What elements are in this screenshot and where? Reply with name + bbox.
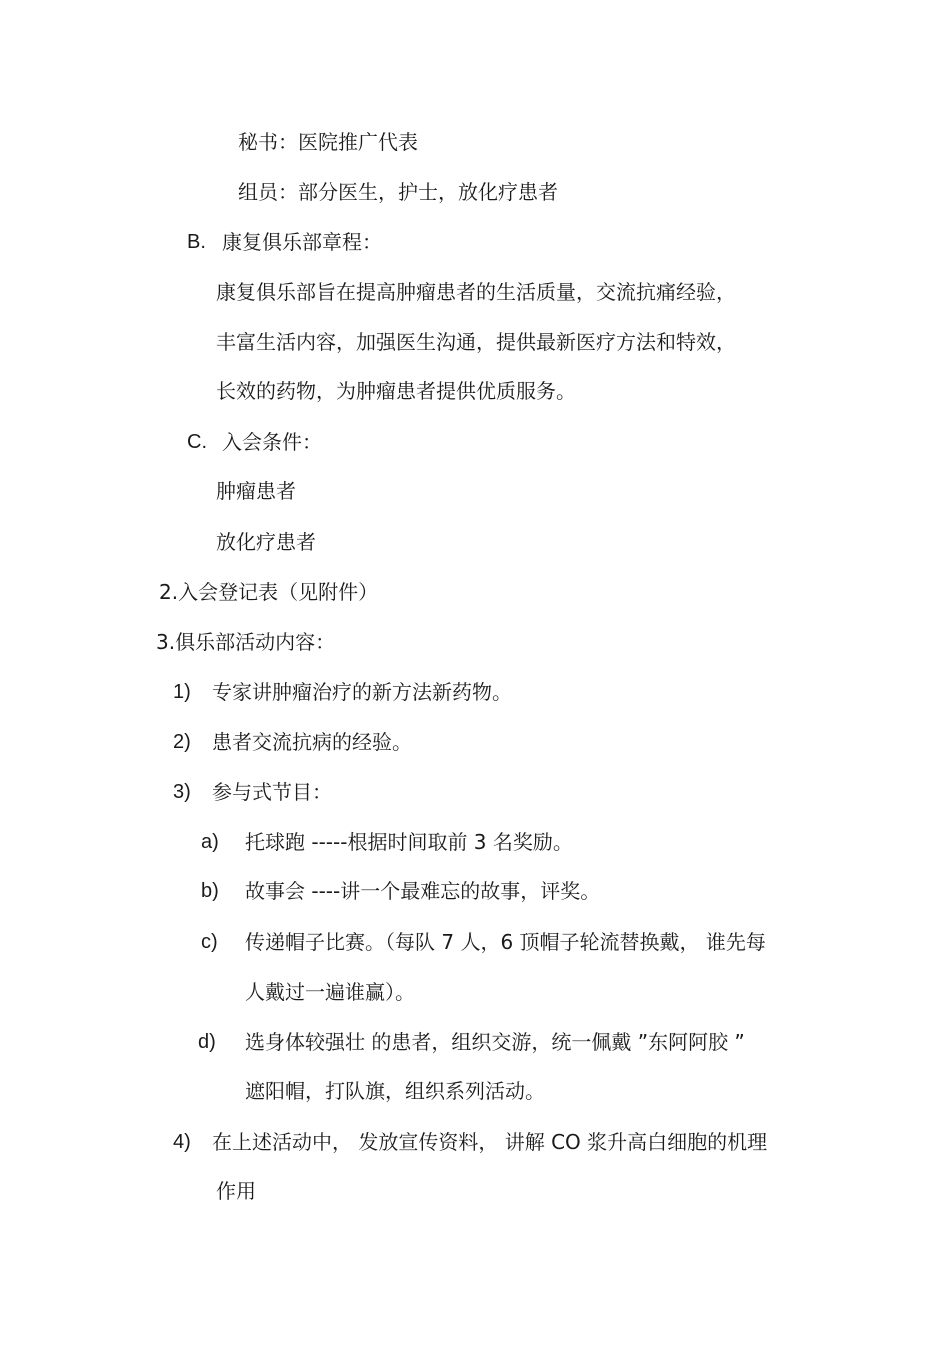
activity-4-marker: 4)	[173, 1131, 191, 1153]
activity-2-text: 患者交流抗病的经验。	[212, 730, 412, 754]
program-b-marker: b)	[201, 880, 219, 902]
activities-heading: 3.俱乐部活动内容：	[156, 630, 336, 654]
section-c-heading: 入会条件：	[222, 430, 322, 454]
condition-item-2: 放化疗患者	[216, 530, 316, 554]
section-b-marker: B.	[187, 231, 206, 253]
charter-line-2: 丰富生活内容，加强医生沟通，提供最新医疗方法和特效，	[216, 330, 736, 354]
section-c-marker: C.	[187, 431, 207, 453]
members-line: 组员：部分医生，护士，放化疗患者	[238, 180, 558, 204]
activity-3-text: 参与式节目：	[212, 780, 332, 804]
section-b-heading: 康复俱乐部章程：	[222, 230, 382, 254]
activity-1-marker: 1)	[173, 681, 191, 703]
activity-3-marker: 3)	[173, 781, 191, 803]
activity-1-text: 专家讲肿瘤治疗的新方法新药物。	[212, 680, 512, 704]
secretary-line: 秘书：医院推广代表	[238, 130, 418, 154]
charter-line-1: 康复俱乐部旨在提高肿瘤患者的生活质量，交流抗痛经验，	[216, 280, 736, 304]
program-c-marker: c)	[201, 931, 218, 953]
activity-2-marker: 2)	[173, 731, 191, 753]
program-d-continuation: 遮阳帽，打队旗，组织系列活动。	[245, 1079, 545, 1103]
program-c-continuation: 人戴过一遍谁赢）。	[245, 980, 415, 1004]
program-a-text: 托球跑 -----根据时间取前 3 名奖励。	[245, 830, 573, 854]
activity-4-text: 在上述活动中， 发放宣传资料， 讲解 CO 浆升高白细胞的机理	[212, 1130, 768, 1154]
program-d-marker: d)	[198, 1031, 216, 1053]
condition-item-1: 肿瘤患者	[216, 479, 296, 503]
registration-form-line: 2.入会登记表（见附件）	[159, 580, 379, 604]
program-c-text: 传递帽子比赛。（每队 7 人，6 顶帽子轮流替换戴， 谁先每	[245, 930, 766, 954]
program-d-text: 选身体较强壮 的患者，组织交游，统一佩戴 ”东阿阿胶 ”	[245, 1030, 745, 1054]
activity-4-continuation: 作用	[216, 1179, 256, 1203]
program-b-text: 故事会 ----讲一个最难忘的故事，评奖。	[245, 879, 601, 903]
charter-line-3: 长效的药物，为肿瘤患者提供优质服务。	[216, 379, 576, 403]
program-a-marker: a)	[201, 831, 219, 853]
